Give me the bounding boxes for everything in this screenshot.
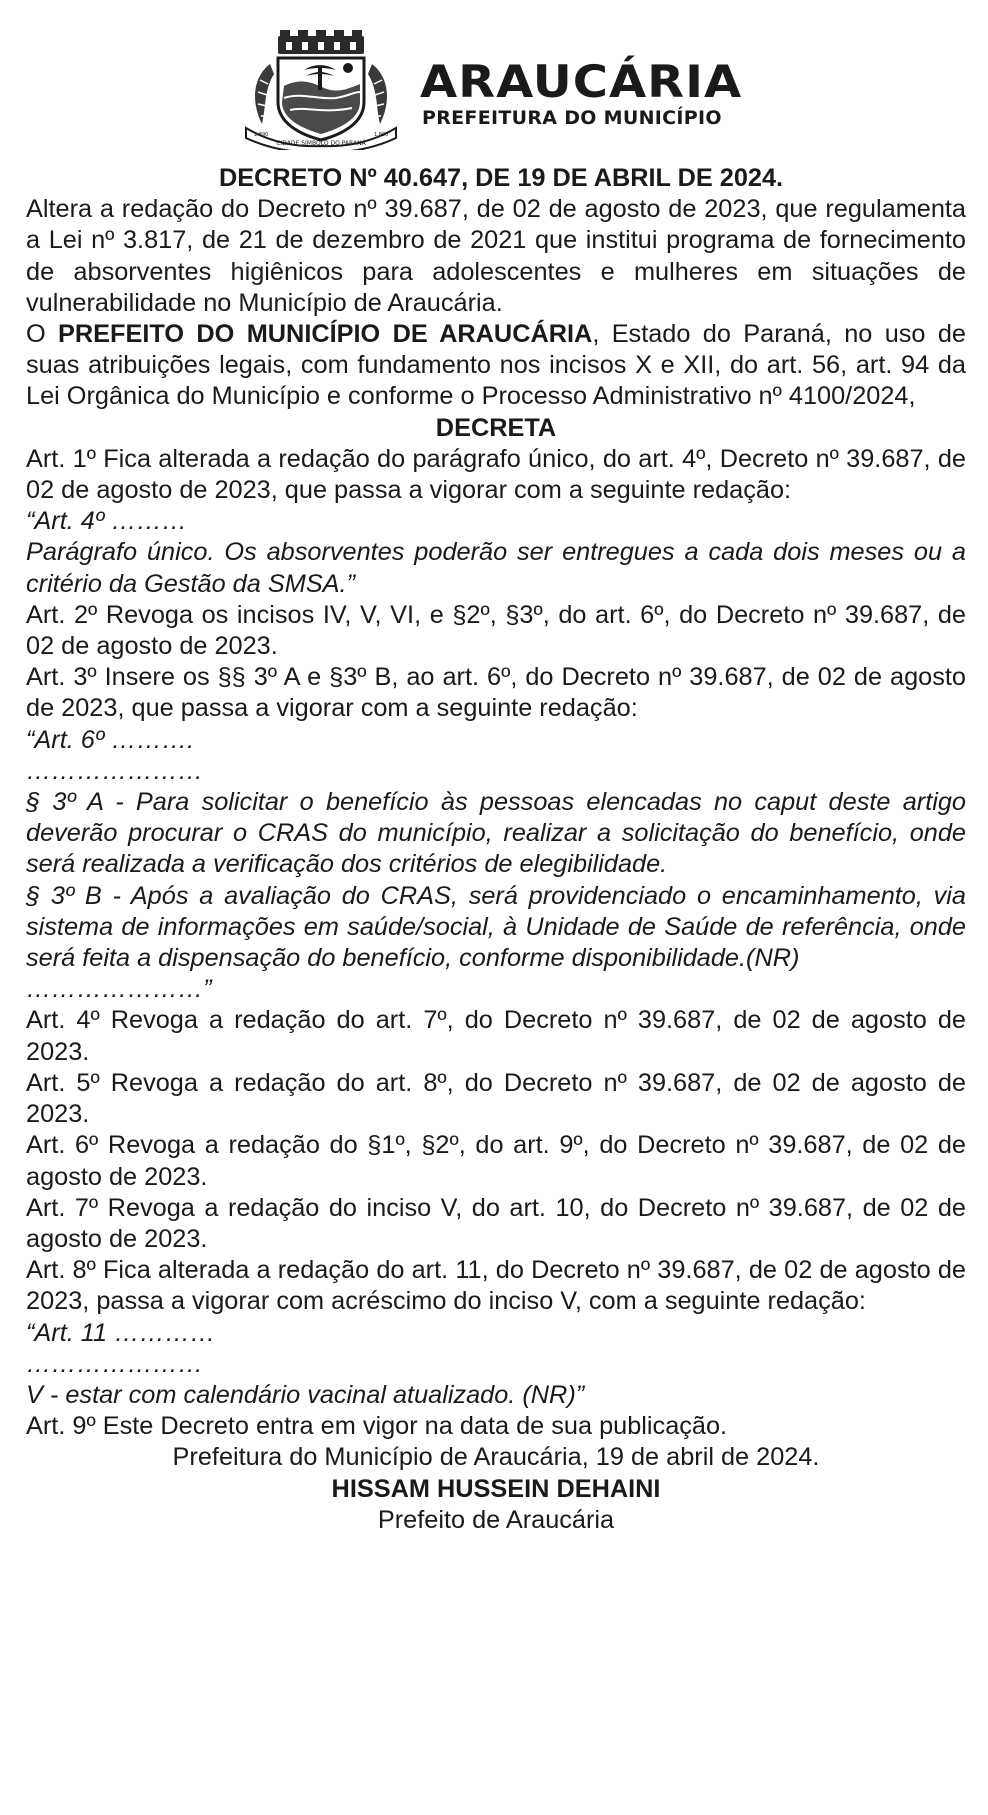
article-4: Art. 4º Revoga a redação do art. 7º, do Decreto nº 39.687, de 02 de agosto de 2023. — [26, 1006, 966, 1066]
crest-motto: CIDADE SÍMBOLO DO PARANÁ — [276, 140, 366, 147]
crest-year-right: 1.890 — [374, 132, 389, 138]
article-1-quote-body: Parágrafo único. Os absorventes poderão ser entregues a cada dois meses ou a critério da Gestão da SMSA.” — [26, 538, 966, 598]
decree-title: DECRETO Nº 40.647, DE 19 DE ABRIL DE 2024. — [218, 164, 784, 192]
article-8-inciso: V - estar com calendário vacinal atualizado. (NR)” — [26, 1380, 585, 1409]
crest-year-left: 1.890 — [254, 132, 269, 138]
brand-name: ARAUCÁRIA — [420, 56, 743, 108]
signer-name: HISSAM HUSSEIN DEHAINI — [331, 1474, 661, 1503]
article-3-dots: ………………… — [26, 756, 204, 785]
article-5: Art. 5º Revoga a redação do art. 8º, do Decreto nº 39.687, de 02 de agosto de 2023. — [26, 1068, 966, 1129]
preamble-rest: , Estado do Paraná, no uso de suas atribuições legais, com fundamento nos incisos X e XII, do art. 56, art. 94 da Lei Orgânica do Município e conforme o Processo Administrativo nº 4100/2024, — [26, 320, 966, 411]
signer-role: Prefeito de Araucária — [377, 1505, 615, 1534]
article-8-quote-head: “Art. 11 ………… — [26, 1318, 216, 1347]
decreta-heading: DECRETA — [435, 413, 557, 442]
preamble-prefix: O — [26, 320, 59, 349]
article-3: Art. 3º Insere os §§ 3º A e §3º B, ao art. 6º, do Decreto nº 39.687, de 02 de agosto de 2023, que passa a vigorar com a seguinte redação: — [26, 663, 966, 723]
letterhead — [0, 30, 988, 150]
municipality-brand — [420, 56, 743, 129]
decree-preamble — [26, 319, 966, 413]
article-3-dots-end: …………………” — [26, 975, 212, 1004]
article-7: Art. 7º Revoga a redação do inciso V, do art. 10, do Decreto nº 39.687, de 02 de agosto de 2023. — [26, 1193, 966, 1253]
article-3-paragraph-a: § 3º A - Para solicitar o benefício às pessoas elencadas no caput deste artigo deverão procurar o CRAS do município, realizar a solicitação do benefício, onde será realizada a verificação dos critérios de elegibilidade. — [26, 788, 966, 879]
article-1-quote-head: “Art. 4º ……… — [26, 507, 188, 536]
brand-subtitle: PREFEITURA DO MUNICÍPIO — [422, 107, 722, 129]
place-and-date: Prefeitura do Município de Araucária, 19 de abril de 2024. — [172, 1443, 820, 1472]
article-9: Art. 9º Este Decreto entra em vigor na data de sua publicação. — [26, 1412, 728, 1441]
municipal-coat-of-arms — [240, 30, 402, 150]
preamble-authority: PREFEITO DO MUNICÍPIO DE ARAUCÁRIA — [58, 320, 593, 349]
article-3-paragraph-b: § 3º B - Após a avaliação do CRAS, será providenciado o encaminhamento, via sistema de informações em saúde/social, à Unidade de Saúde de referência, onde será feita a dispensação do benefício, conforme disponibilidade.(NR) — [26, 881, 966, 973]
article-8-dots: ………………… — [26, 1349, 204, 1378]
article-8: Art. 8º Fica alterada a redação do art. 11, do Decreto nº 39.687, de 02 de agosto de 2023, passa a vigorar com acréscimo do inciso V, com a seguinte redação: — [26, 1256, 966, 1316]
article-1: Art. 1º Fica alterada a redação do parágrafo único, do art. 4º, Decreto nº 39.687, de 02 de agosto de 2023, que passa a vigorar com a seguinte redação: — [26, 444, 966, 505]
article-3-quote-head: “Art. 6º ………. — [26, 725, 195, 754]
article-2: Art. 2º Revoga os incisos IV, V, VI, e §2º, §3º, do art. 6º, do Decreto nº 39.687, de 02 de agosto de 2023. — [26, 600, 966, 661]
decree-summary: Altera a redação do Decreto nº 39.687, de 02 de agosto de 2023, que regulamenta a Lei nº 3.817, de 21 de dezembro de 2021 que institui programa de fornecimento de absorventes higiênicos para adolescentes e mulheres em situações de vulnerabilidade no Município de Araucária. — [26, 195, 966, 317]
decree-body — [26, 163, 966, 1536]
article-6: Art. 6º Revoga a redação do §1º, §2º, do art. 9º, do Decreto nº 39.687, de 02 de agosto de 2023. — [26, 1131, 966, 1191]
